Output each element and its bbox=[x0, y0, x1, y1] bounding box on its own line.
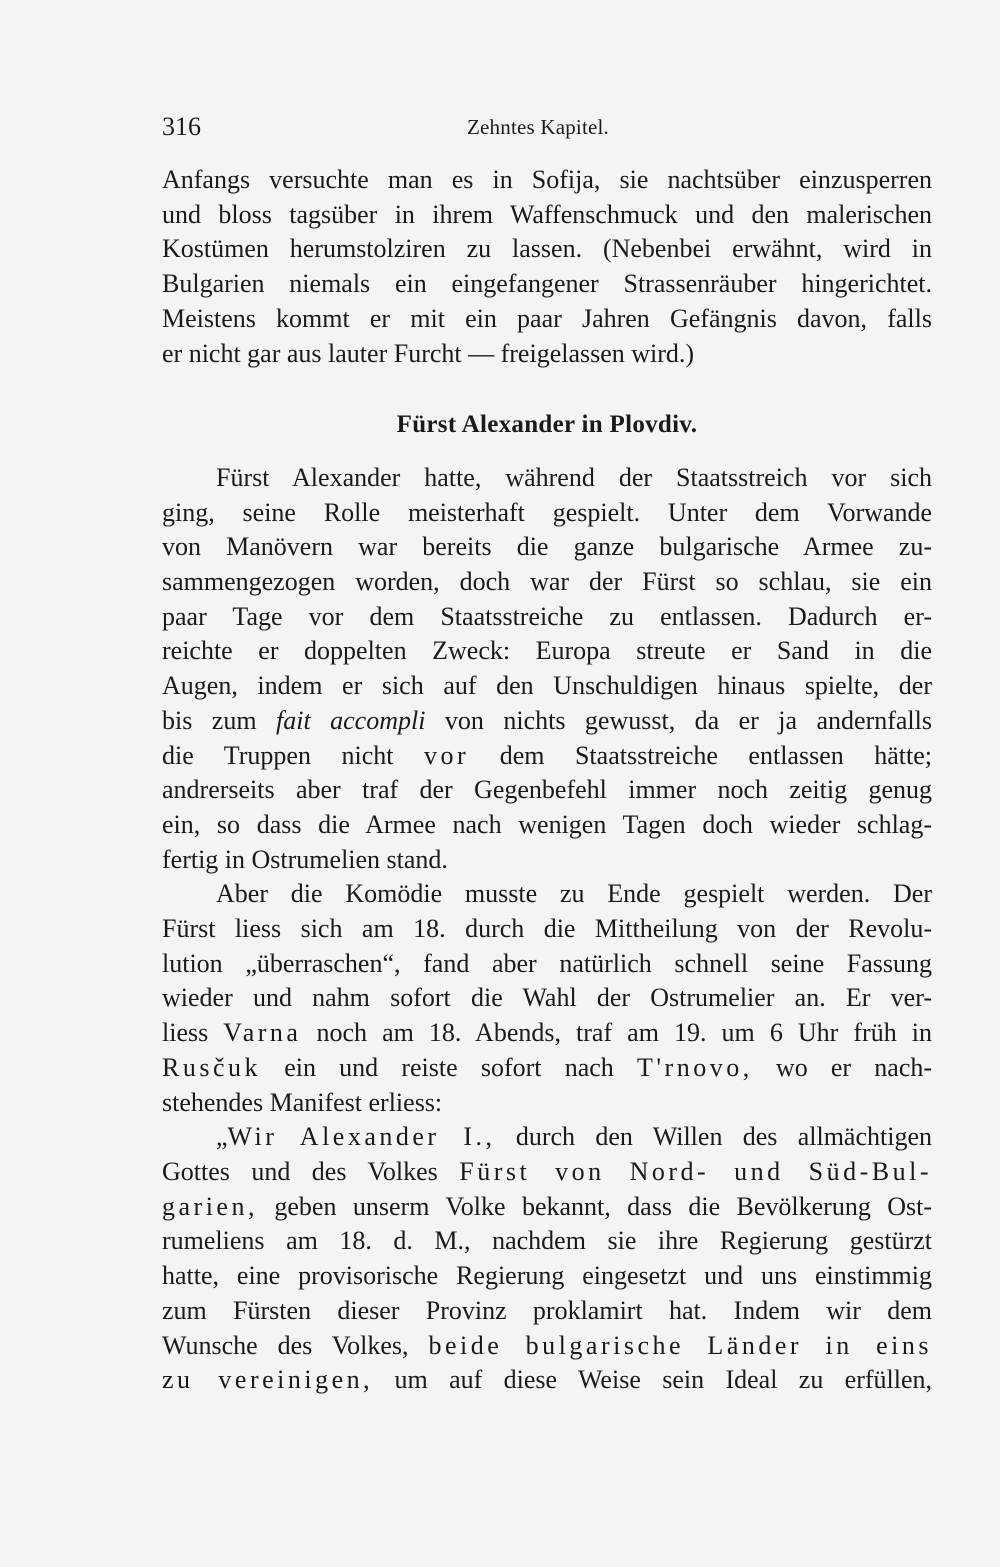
running-head: Zehntes Kapitel. bbox=[467, 115, 609, 139]
text-line bbox=[162, 704, 932, 739]
text-run: liess bbox=[162, 1018, 209, 1048]
text-line: Fürst liess sich am 18. durch die Mittheilung von der Revolu- bbox=[162, 914, 932, 944]
text-line: Kostümen herumstolziren zu lassen. (Nebenbei erwähnt, wird in bbox=[162, 234, 932, 264]
text-line bbox=[162, 739, 932, 774]
text-line: Bulgarien niemals ein eingefangener Strassenräuber hingerichtet. bbox=[162, 269, 932, 299]
text-line: reichte er doppelten Zweck: Europa streute er Sand in die bbox=[162, 636, 932, 666]
text-run: Wunsche des Volkes, bbox=[162, 1330, 409, 1360]
page-number: 316 bbox=[162, 112, 201, 141]
text-run: Gottes und des Volkes bbox=[162, 1156, 438, 1186]
spaced-emphasis: Rusčuk bbox=[162, 1052, 261, 1082]
text-run: bis zum bbox=[162, 705, 257, 735]
text-line: Meistens kommt er mit ein paar Jahren Gefängnis davon, falls bbox=[162, 303, 932, 333]
text-line bbox=[162, 1016, 932, 1051]
text-line: hatte, eine provisorische Regierung eingesetzt und uns einstimmig bbox=[162, 1261, 932, 1291]
text-line bbox=[162, 1363, 932, 1398]
paragraph-2 bbox=[162, 461, 932, 877]
text-line: Anfangs versuchte man es in Sofija, sie nachtsüber einzusperren bbox=[162, 165, 932, 194]
text-line: Aber die Komödie musste zu Ende gespielt werden. Der bbox=[216, 879, 932, 909]
text-line: und bloss tagsüber in ihrem Waffenschmuck und den malerischen bbox=[162, 199, 932, 229]
text-run: dem Staatsstreiche entlassen hätte; bbox=[499, 740, 932, 770]
text-line: lution „überraschen“, fand aber natürlich schnell seine Fassung bbox=[162, 948, 932, 978]
text-line: sammengezogen worden, doch war der Fürst so schlau, sie ein bbox=[162, 567, 932, 597]
text-line: von Manövern war bereits die ganze bulgarische Armee zu- bbox=[162, 532, 932, 562]
text-line: stehendes Manifest erliess: bbox=[162, 1087, 443, 1117]
italic-phrase: fait accompli bbox=[276, 705, 426, 735]
spaced-emphasis: Varna bbox=[223, 1018, 302, 1048]
text-line: rumeliens am 18. d. M., nachdem sie ihre Regierung gestürzt bbox=[162, 1226, 932, 1256]
text-run: „ bbox=[216, 1122, 228, 1152]
text-line: Fürst Alexander hatte, während der Staatsstreich vor sich bbox=[216, 462, 932, 492]
body-text bbox=[162, 163, 932, 1398]
text-run: geben unserm Volke bekannt, dass die Bevölkerung Ost- bbox=[274, 1191, 933, 1221]
page-header bbox=[162, 112, 932, 146]
text-run: ein und reiste sofort nach bbox=[284, 1052, 614, 1082]
spaced-emphasis: garien, bbox=[162, 1191, 258, 1221]
text-line: wieder und nahm sofort die Wahl der Ostrumelier an. Er ver- bbox=[162, 983, 932, 1013]
text-line: paar Tage vor dem Staatsstreiche zu entlassen. Dadurch er- bbox=[162, 601, 932, 631]
spaced-emphasis: Wir Alexander I., bbox=[227, 1122, 496, 1152]
spaced-emphasis: T'rnovo, bbox=[636, 1052, 753, 1082]
text-line: andrerseits aber traf der Gegenbefehl immer noch zeitig genug bbox=[162, 775, 932, 805]
text-line: ein, so dass die Armee nach wenigen Tagen doch wieder schlag- bbox=[162, 809, 932, 839]
text-run: von nichts gewusst, da er ja andernfalls bbox=[444, 705, 933, 735]
paragraph-4 bbox=[162, 1120, 932, 1398]
text-line: Augen, indem er sich auf den Unschuldigen hinaus spielte, der bbox=[162, 671, 932, 701]
text-line: zum Fürsten dieser Provinz proklamirt hat. Indem wir dem bbox=[162, 1295, 932, 1325]
text-line bbox=[162, 1190, 932, 1225]
spaced-emphasis: Fürst von Nord- und Süd-Bul- bbox=[459, 1156, 932, 1186]
paragraph-1 bbox=[162, 163, 932, 371]
spaced-emphasis: zu vereinigen, bbox=[162, 1365, 374, 1395]
text-run: die Truppen nicht bbox=[162, 740, 394, 770]
text-line bbox=[162, 1051, 932, 1086]
text-run: wo er nach- bbox=[775, 1052, 933, 1082]
text-line bbox=[162, 1155, 932, 1190]
text-line: er nicht gar aus lauter Furcht — freigelassen wird.) bbox=[162, 338, 695, 368]
text-run: um auf diese Weise sein Ideal zu erfüllen, bbox=[394, 1365, 933, 1395]
text-line bbox=[162, 1120, 932, 1155]
spaced-emphasis: beide bulgarische Länder in eins bbox=[428, 1330, 932, 1360]
text-line: fertig in Ostrumelien stand. bbox=[162, 844, 448, 874]
text-line: ging, seine Rolle meisterhaft gespielt. Unter dem Vorwande bbox=[162, 497, 932, 527]
text-run: noch am 18. Abends, traf am 19. um 6 Uhr früh in bbox=[316, 1018, 932, 1048]
text-run: durch den Willen des allmächtigen bbox=[515, 1122, 932, 1152]
paragraph-3 bbox=[162, 877, 932, 1120]
spaced-emphasis: vor bbox=[424, 740, 470, 770]
text-line bbox=[162, 1329, 932, 1364]
section-heading: Fürst Alexander in Plovdiv. bbox=[396, 411, 698, 439]
